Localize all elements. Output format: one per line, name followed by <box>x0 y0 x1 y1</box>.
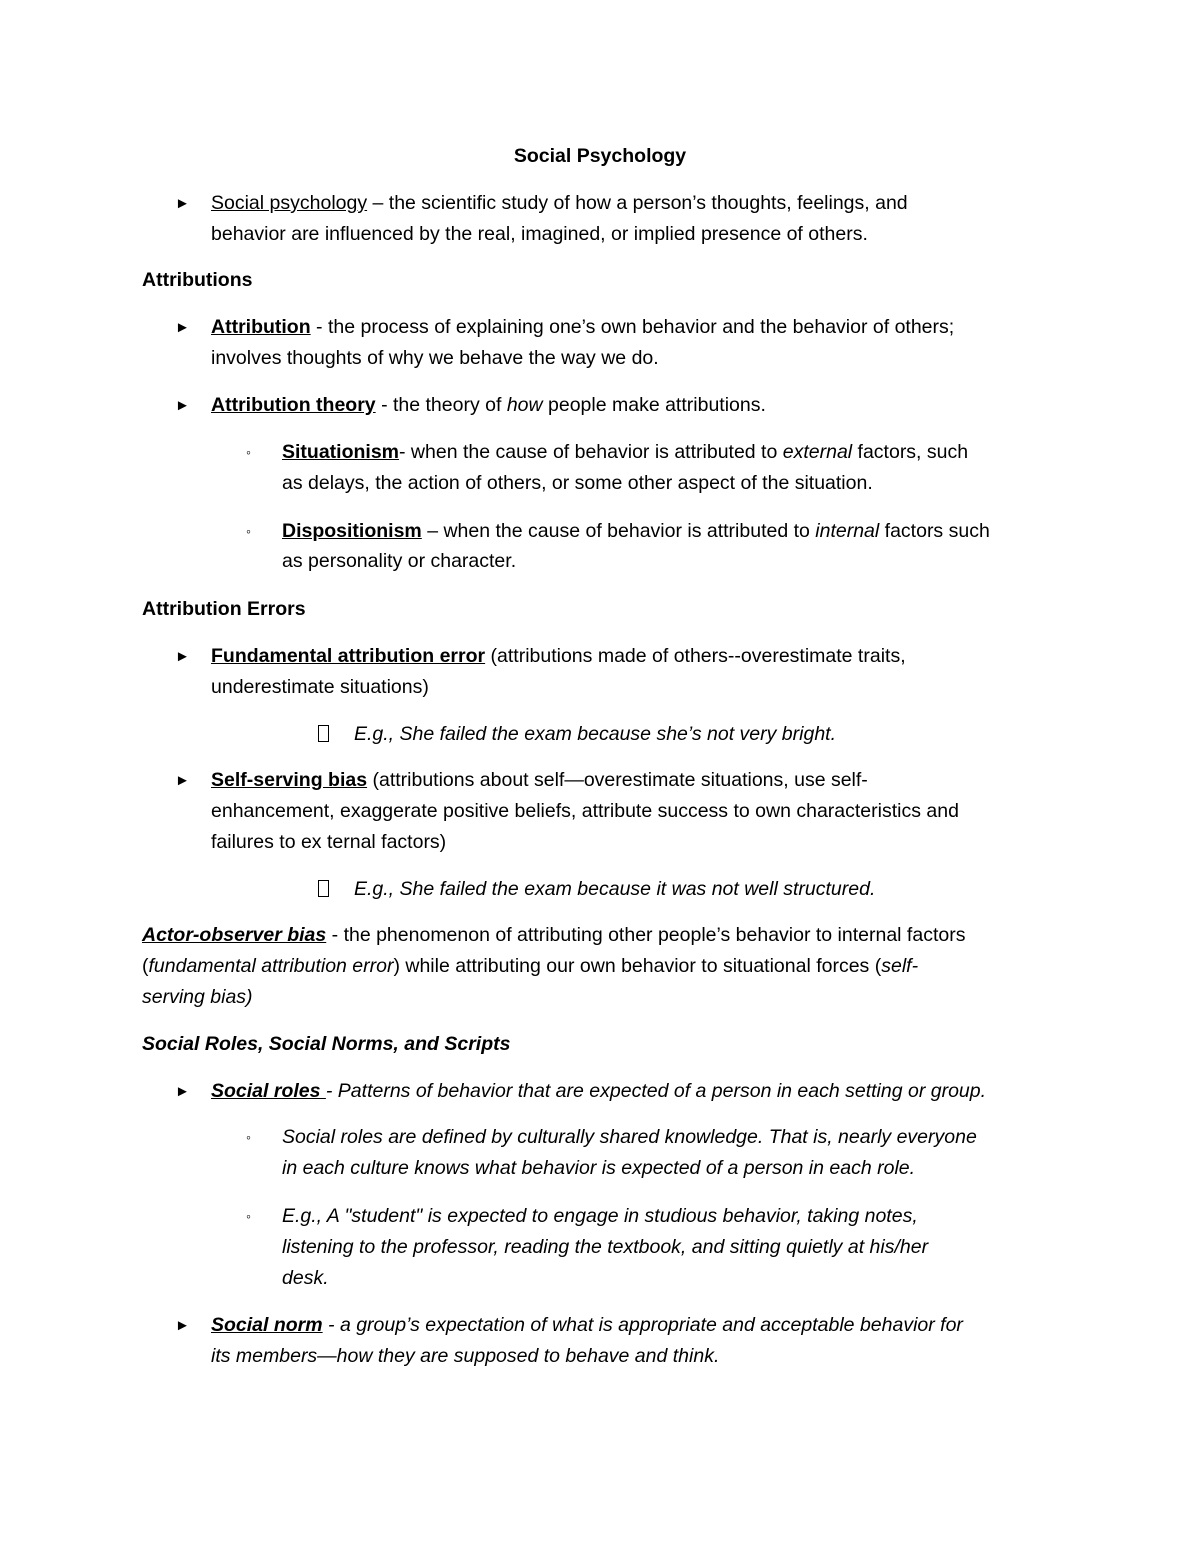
situationism-text-a: - when the cause of behavior is attributed to <box>399 441 783 463</box>
term-actor-observer-bias: Actor-observer bias <box>142 924 327 946</box>
circle-bullet-icon: ◦ <box>246 1208 251 1224</box>
fae-line-2: underestimate situations) <box>211 676 429 698</box>
dispositionism-text-italic: internal <box>815 520 880 542</box>
roles-sub2-line-1: E.g., A "student" is expected to engage in studious behavior, taking notes, <box>282 1205 918 1227</box>
term-attribution-theory: Attribution theory <box>211 394 376 416</box>
circle-bullet-icon: ◦ <box>246 1129 251 1145</box>
arrow-bullet-icon: ► <box>175 648 190 665</box>
situationism-text-italic: external <box>782 441 853 463</box>
intro-line-1 <box>211 188 908 219</box>
term-fundamental-attribution-error: Fundamental attribution error <box>211 645 486 667</box>
fae-example: E.g., She failed the exam because she’s not very bright. <box>354 723 837 745</box>
ssb-line-3: failures to ex ternal factors) <box>211 831 447 853</box>
actor-observer-line-1 <box>142 920 965 951</box>
term-social-roles: Social roles <box>211 1080 326 1102</box>
missing-glyph-icon <box>318 725 329 742</box>
roles-sub2-line-3: desk. <box>282 1267 329 1289</box>
dispositionism-text-b: factors such <box>879 520 990 542</box>
roles-sub1-line-1: Social roles are defined by culturally shared knowledge. That is, nearly everyone <box>282 1126 977 1148</box>
dispositionism-line-1 <box>282 516 990 547</box>
page-title: Social Psychology <box>513 145 687 167</box>
arrow-bullet-icon: ► <box>175 772 190 789</box>
missing-glyph-icon <box>318 880 329 897</box>
term-situationism: Situationism <box>282 441 400 463</box>
social-roles-text: - Patterns of behavior that are expected of a person in each setting or group. <box>325 1080 987 1102</box>
ssb-line-2: enhancement, exaggerate positive beliefs, attribute success to own characteristics and <box>211 800 959 822</box>
theory-text-b: people make attributions. <box>542 394 766 416</box>
attribution-text: - the process of explaining one’s own behavior and the behavior of others; <box>310 316 955 338</box>
term-attribution: Attribution <box>211 316 311 338</box>
ssb-line-1 <box>211 765 868 796</box>
ssb-text: (attributions about self—overestimate situations, use self- <box>367 769 868 791</box>
heading-attribution-errors: Attribution Errors <box>142 598 306 620</box>
social-norm-text: - a group’s expectation of what is appropriate and acceptable behavior for <box>322 1314 963 1336</box>
intro-text: – the scientific study of how a person’s thoughts, feelings, and <box>367 192 908 214</box>
social-roles-line <box>211 1076 986 1107</box>
roles-sub2-line-2: listening to the professor, reading the textbook, and sitting quietly at his/her <box>282 1236 929 1258</box>
dispositionism-line-2: as personality or character. <box>282 550 517 572</box>
fae-line-1 <box>211 641 906 672</box>
actor-observer-line-3: serving bias) <box>142 986 253 1008</box>
ao-paren-open: ( <box>142 955 149 977</box>
ao-italic-self: self- <box>881 955 919 977</box>
actor-observer-line-2 <box>142 951 918 982</box>
social-norm-line-1 <box>211 1310 963 1341</box>
term-dispositionism: Dispositionism <box>282 520 422 542</box>
attribution-theory-line <box>211 390 766 421</box>
heading-attributions: Attributions <box>142 269 253 291</box>
roles-sub1-line-2: in each culture knows what behavior is expected of a person in each role. <box>282 1157 916 1179</box>
circle-bullet-icon: ◦ <box>246 523 251 539</box>
dispositionism-text-a: – when the cause of behavior is attributed to <box>421 520 816 542</box>
situationism-line-1 <box>282 437 968 468</box>
arrow-bullet-icon: ► <box>175 1317 190 1334</box>
arrow-bullet-icon: ► <box>175 319 190 336</box>
attribution-line-1 <box>211 312 954 343</box>
attribution-line-2: involves thoughts of why we behave the way we do. <box>211 347 659 369</box>
situationism-line-2: as delays, the action of others, or some other aspect of the situation. <box>282 472 873 494</box>
ao-text-middle: ) while attributing our own behavior to situational forces ( <box>393 955 882 977</box>
fae-text: (attributions made of others--overestimate traits, <box>485 645 906 667</box>
term-social-psychology: Social psychology <box>211 192 368 214</box>
heading-social-roles: Social Roles, Social Norms, and Scripts <box>142 1033 511 1055</box>
term-social-norm: Social norm <box>211 1314 323 1336</box>
intro-line-2: behavior are influenced by the real, imagined, or implied presence of others. <box>211 223 868 245</box>
ao-italic-fae: fundamental attribution error <box>148 955 394 977</box>
actor-observer-text: - the phenomenon of attributing other people’s behavior to internal factors <box>326 924 966 946</box>
theory-text-italic: how <box>506 394 543 416</box>
arrow-bullet-icon: ► <box>175 397 190 414</box>
situationism-text-b: factors, such <box>852 441 969 463</box>
social-norm-line-2: its members—how they are supposed to behave and think. <box>211 1345 720 1367</box>
theory-text-a: - the theory of <box>375 394 507 416</box>
term-self-serving-bias: Self-serving bias <box>211 769 368 791</box>
ssb-example: E.g., She failed the exam because it was not well structured. <box>354 878 876 900</box>
arrow-bullet-icon: ► <box>175 1083 190 1100</box>
circle-bullet-icon: ◦ <box>246 444 251 460</box>
arrow-bullet-icon: ► <box>175 195 190 212</box>
